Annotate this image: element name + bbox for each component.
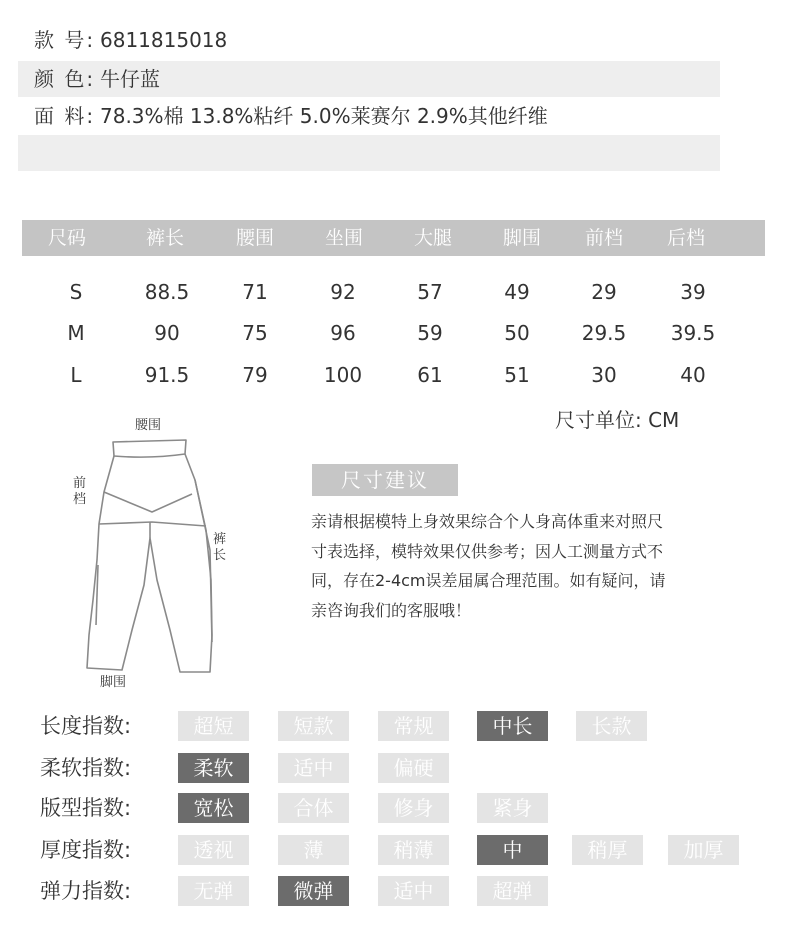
table-cell: 61	[417, 363, 443, 387]
softness-option-chip: 偏硬	[378, 753, 449, 783]
elasticity-option-chip: 无弹	[178, 876, 249, 906]
softness-option-chip: 适中	[278, 753, 349, 783]
header-size: 尺码	[47, 227, 86, 249]
color-row	[18, 61, 720, 97]
header-waist: 腰围	[235, 227, 274, 249]
header-length: 裤长	[145, 227, 184, 249]
advice-line: 寸表选择，模特效果仅供参考；因人工测量方式不	[311, 541, 664, 561]
table-cell: 71	[242, 280, 268, 304]
color-value: 牛仔蓝	[100, 67, 160, 91]
advice-line: 亲请根据模特上身效果综合个人身高体重来对照尺	[311, 512, 664, 531]
table-cell: 90	[154, 321, 180, 345]
fit-option-chip: 修身	[378, 793, 449, 823]
table-cell: 100	[323, 363, 363, 387]
header-back-rise: 后档	[666, 227, 705, 249]
header-thigh: 大腿	[413, 227, 452, 249]
size-advice-title: 尺寸建议	[312, 464, 458, 496]
table-cell: 40	[680, 363, 706, 387]
fit-option-chip: 合体	[278, 793, 349, 823]
length-option-chip: 超短	[178, 711, 249, 741]
color-label: 颜 色:	[34, 67, 96, 91]
table-cell: 30	[591, 363, 617, 387]
advice-line: 亲咨询我们的客服哦！	[311, 600, 472, 620]
header-front-rise: 前档	[584, 227, 623, 249]
thickness-option-chip: 稍薄	[378, 835, 449, 865]
fabric-label: 面 料:	[34, 104, 96, 128]
fit-option-chip: 宽松	[178, 793, 249, 823]
table-cell: 39.5	[670, 321, 716, 345]
thickness-option-chip: 中	[477, 835, 548, 865]
length-option-chip: 中长	[477, 711, 548, 741]
table-cell: 59	[417, 321, 443, 345]
thickness-option-chip: 加厚	[668, 835, 739, 865]
table-cell: 92	[330, 280, 356, 304]
fit-option-chip: 紧身	[477, 793, 548, 823]
pants-diagram	[60, 410, 240, 695]
elasticity-option-chip: 微弹	[278, 876, 349, 906]
table-cell: 51	[504, 363, 530, 387]
diagram-length-label-1: 裤	[213, 532, 227, 547]
table-cell: 29.5	[581, 321, 627, 345]
empty-info-row	[18, 135, 720, 171]
length-option-chip: 短款	[278, 711, 349, 741]
fabric-value: 78.3%棉 13.8%粘纤 5.0%莱赛尔 2.9%其他纤维	[100, 104, 548, 128]
length-index-label: 长度指数:	[40, 714, 132, 738]
diagram-front-rise-label-1: 前	[73, 476, 87, 491]
thickness-option-chip: 稍厚	[572, 835, 643, 865]
diagram-front-rise-label-2: 档	[73, 492, 87, 507]
fit-index-label: 版型指数:	[40, 796, 132, 820]
elasticity-index-label: 弹力指数:	[40, 879, 132, 903]
table-cell: 75	[242, 321, 268, 345]
table-cell: S	[69, 280, 83, 304]
table-cell: 49	[504, 280, 530, 304]
size-unit-note: 尺寸单位: CM	[555, 408, 680, 432]
length-option-chip: 长款	[576, 711, 647, 741]
table-cell: 50	[504, 321, 530, 345]
style-number-label: 款 号:	[34, 28, 96, 52]
table-cell: 91.5	[144, 363, 190, 387]
table-cell: 29	[591, 280, 617, 304]
length-option-chip: 常规	[378, 711, 449, 741]
softness-index-label: 柔软指数:	[40, 756, 132, 780]
table-cell: 39	[680, 280, 706, 304]
advice-line: 同，存在2-4cm误差届属合理范围。如有疑问，请	[311, 571, 666, 590]
table-cell: M	[67, 321, 85, 345]
style-number-value: 6811815018	[100, 28, 228, 52]
diagram-waist-label: 腰围	[135, 418, 162, 433]
thickness-index-label: 厚度指数:	[40, 838, 132, 862]
elasticity-option-chip: 适中	[378, 876, 449, 906]
table-cell: 96	[330, 321, 356, 345]
style-number-row	[18, 22, 720, 58]
thickness-option-chip: 透视	[178, 835, 249, 865]
table-cell: 79	[242, 363, 268, 387]
elasticity-option-chip: 超弹	[477, 876, 548, 906]
size-advice-text	[311, 507, 731, 625]
size-table-header	[22, 220, 765, 256]
fabric-row	[18, 98, 720, 134]
table-cell: 57	[417, 280, 443, 304]
thickness-option-chip: 薄	[278, 835, 349, 865]
diagram-length-label-2: 长	[213, 548, 227, 563]
table-cell: L	[70, 363, 82, 387]
softness-option-chip: 柔软	[178, 753, 249, 783]
table-cell: 88.5	[144, 280, 190, 304]
header-hem: 脚围	[502, 227, 541, 249]
header-hip: 坐围	[324, 227, 363, 249]
diagram-hem-label: 脚围	[100, 675, 127, 690]
